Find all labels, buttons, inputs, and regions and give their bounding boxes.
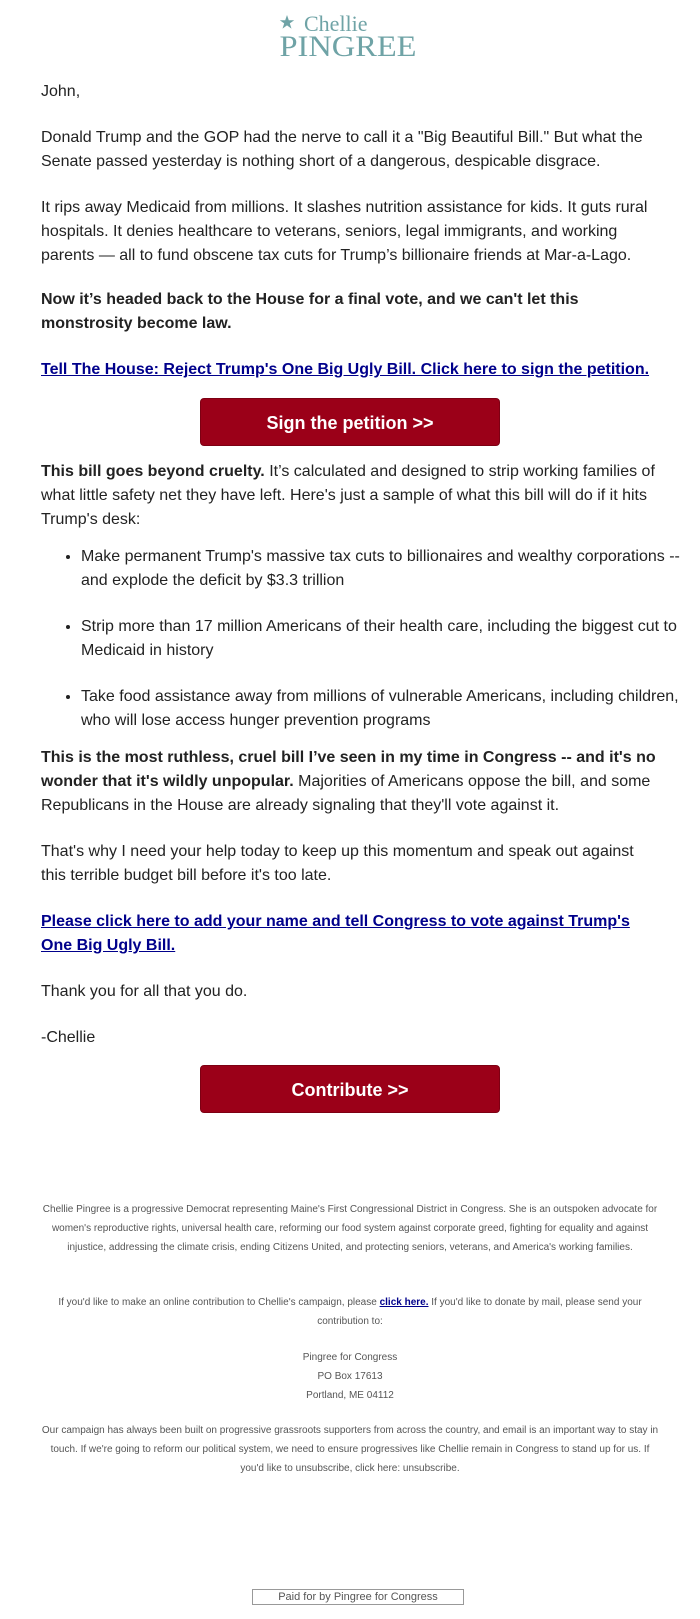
add-name-link[interactable]: Please click here to add your name and tell Congress to vote against Trump's One Big Ugly Bill. — [41, 913, 630, 954]
list-item: • Make permanent Trump's massive tax cuts to billionaires and wealthy corporations -- and explode the deficit by $3.3 trillion — [81, 545, 681, 593]
ruthless-text: Majorities of Americans oppose the bill, and some Republicans in the House are already signaling that they'll vote against it. — [41, 773, 651, 814]
footer-email-note: Our campaign has always been built on progressive grassroots supporters from across the country, and email is an important way to stay in touch. If we're going to reform our political system, we need to ensure progressives like Chellie remain in Congress to stand up for us. If you'd like to unsubscribe, click here: unsubscribe. — [41, 1425, 659, 1474]
intro-paragraph: Donald Trump and the GOP had the nerve to call it a "Big Beautiful Bill." But what the Senate passed yesterday is nothing short of a dangerous, despicable disgrace. — [41, 129, 643, 170]
donate-text-after: If you'd like to donate by mail, please send your contribution to: — [317, 1297, 642, 1327]
star-icon — [280, 15, 294, 29]
contribute-button[interactable]: Contribute >> — [200, 1065, 500, 1113]
petition-link[interactable]: Tell The House: Reject Trump's One Big Ugly Bill. Click here to sign the petition. — [41, 361, 650, 378]
ruthless-lead: This is the most ruthless, cruel bill I’ve seen in my time in Congress -- and it's no wonder that it's wildly unpopular. — [41, 749, 656, 790]
list-item: • Take food assistance away from millions of vulnerable Americans, including children, who will lose access hunger prevention programs — [81, 685, 681, 733]
greeting: John, — [41, 83, 81, 100]
signature: -Chellie — [41, 1029, 96, 1046]
footer-about: Chellie Pingree is a progressive Democrat representing Maine's First Congressional District in Congress. She is an outspoken advocate for women's reproductive rights, universal health care, reforming our food system against corporate greed, fighting for equality and against injustice, addressing the climate crisis, ending Citizens United, and protecting seniors, veterans, and America's working families. — [42, 1204, 658, 1253]
address-line-3: Portland, ME 04112 — [306, 1390, 394, 1401]
address-line-2: PO Box 17613 — [317, 1371, 383, 1382]
paid-for-disclaimer: Paid for by Pingree for Congress — [252, 1589, 464, 1605]
address-line-1: Pingree for Congress — [302, 1352, 398, 1363]
cruelty-paragraph — [41, 460, 661, 532]
house-vote-paragraph: Now it’s headed back to the House for a final vote, and we can't let this monstrosity become law. — [41, 291, 579, 332]
bill-effects-list — [41, 685, 681, 733]
logo-mark — [270, 4, 430, 66]
ruthless-paragraph — [41, 746, 661, 818]
bill-effects-list — [41, 615, 681, 663]
sign-petition-button[interactable]: Sign the petition >> — [200, 398, 500, 446]
cruelty-lead: This bill goes beyond cruelty. — [41, 463, 265, 480]
cruelty-text: It’s calculated and designed to strip working families of what little safety net they have left. Here's just a sample of what this bill will do if it hits Trump's desk: — [41, 463, 655, 528]
logo-last-name: PINGREE — [279, 30, 417, 63]
thanks-text: Thank you for all that you do. — [41, 983, 248, 1000]
campaign-logo — [0, 4, 700, 66]
donate-link[interactable]: click here. — [379, 1297, 429, 1308]
donate-text-before: If you'd like to make an online contribution to Chellie's campaign, please — [58, 1297, 380, 1308]
list-item: • Strip more than 17 million Americans of their health care, including the biggest cut to Medicaid in history — [81, 615, 681, 663]
footer-donate — [40, 1293, 660, 1331]
logo-first-name: Chellie — [304, 11, 368, 36]
impact-paragraph: It rips away Medicaid from millions. It slashes nutrition assistance for kids. It guts rural hospitals. It denies healthcare to veterans, seniors, legal immigrants, and working parents — all to fund obscene tax cuts for Trump’s billionaire friends at Mar-a-Lago. — [41, 199, 648, 264]
bill-effects-list — [41, 545, 681, 593]
momentum-paragraph: That's why I need your help today to keep up this momentum and speak out against this terrible budget bill before it's too late. — [41, 843, 634, 884]
